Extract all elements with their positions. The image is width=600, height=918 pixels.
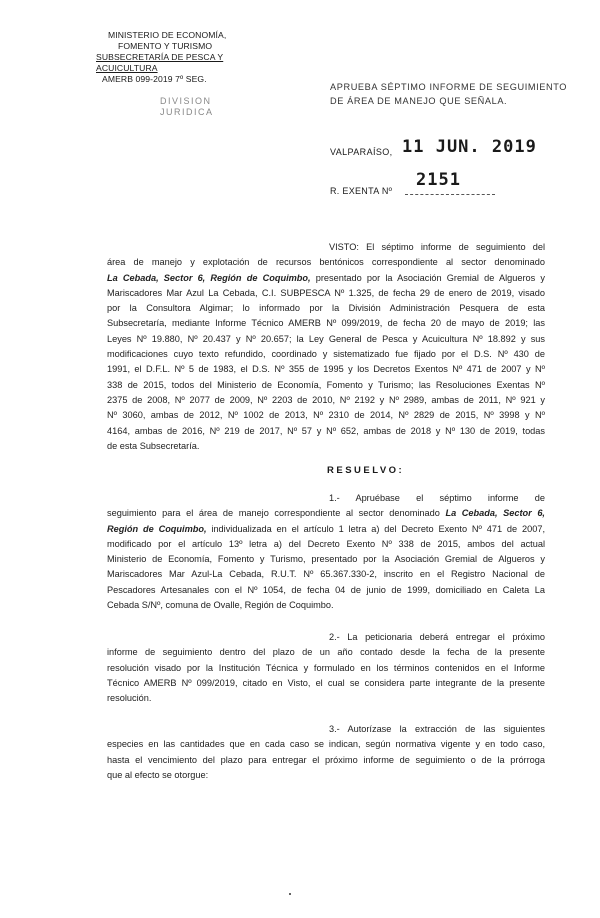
- visto-line: Subsecretaría, mediante Informe Técnico AMERB Nº 099/2019, de fecha 20 de mayo de 2019; las: [107, 318, 545, 329]
- subject-line1: APRUEBA SÉPTIMO INFORME DE SEGUIMIENTO: [330, 82, 568, 92]
- article-3: [107, 722, 545, 783]
- article-1-region-name: Región de Coquimbo,: [107, 523, 207, 534]
- article-1-line: modificado por el artículo 13º letra a) del Decreto Exento Nº 338 de 2015, ambos del actual: [107, 538, 545, 549]
- place-label: VALPARAÍSO,: [330, 147, 393, 157]
- visto-line: de esta Subsecretaría.: [107, 440, 200, 451]
- article-2: [107, 630, 545, 706]
- article-3-line: 3.- Autorízase la extracción de las siguientes: [329, 724, 545, 734]
- article-3-line: hasta el vencimiento del plazo para entregar el próximo informe de seguimiento o de la prórroga: [107, 754, 545, 765]
- visto-line: por la Consultora Algimar; lo informado por la División Administración Pesquera de esta: [107, 303, 545, 314]
- article-1-line: Pescadores Artesanales con el Nº 1054, de fecha 04 de junio de 1999, domiciliado en Caleta La: [107, 584, 545, 595]
- visto-line: Mariscadores Mar Azul La Cebada, C.I. SUBPESCA Nº 1.325, de fecha 29 de enero de 2019, visado: [107, 287, 545, 298]
- resuelvo-heading: RESUELVO:: [327, 465, 405, 476]
- article-2-line: 2.- La peticionaria deberá entregar el próximo: [329, 632, 545, 642]
- subject-line2: DE ÁREA DE MANEJO QUE SEÑALA.: [330, 96, 508, 106]
- ministry-name-line2: FOMENTO Y TURISMO: [118, 41, 213, 51]
- resolution-subject: [330, 80, 570, 108]
- resolution-number-line: [405, 194, 495, 195]
- visto-line: modificaciones cuyo texto refundido, coordinado y sistematizado fue fijado por el D.S. Nº 430 de: [107, 349, 545, 360]
- article-1-line: 1.- Apruébase el séptimo informe de: [329, 493, 545, 503]
- article-2-line: resolución visado por la Institución Técnica y formulado en los términos contenidos en el Informe: [107, 662, 545, 673]
- article-1-line-text: individualizada en el artículo 1 letra a) del Decreto Exento Nº 471 de 2007,: [211, 523, 545, 534]
- article-1-line: [107, 506, 545, 521]
- ministry-name-line1: MINISTERIO DE ECONOMÍA,: [108, 30, 227, 40]
- article-1-line: Mariscadores Mar Azul-La Cebada, R.U.T. Nº 65.367.330-2, inscrito en el Registro Nacional de: [107, 569, 545, 580]
- article-1-line: [107, 522, 545, 537]
- article-1-sector-name: La Cebada, Sector 6,: [445, 508, 545, 519]
- article-1-line-text: seguimiento para el área de manejo correspondiente al sector denominado: [107, 508, 440, 519]
- article-1-line: Cebada S/Nº, comuna de Ovalle, Región de Coquimbo.: [107, 600, 334, 611]
- division-stamp: [160, 96, 232, 122]
- article-3-line: especies en las cantidades que en cada caso se indican, según normativa vigente y en todo caso,: [107, 739, 545, 750]
- stamp-line2: JURIDICA: [160, 107, 214, 117]
- amerb-reference: AMERB 099-2019 7º SEG.: [102, 74, 207, 84]
- visto-line: 2375 de 2008, Nº 2077 de 2009, Nº 2203 de 2010, Nº 2192 y Nº 2989, ambas de 2011, Nº 921 y: [107, 394, 545, 405]
- resolution-number: 2151: [416, 170, 461, 190]
- resolution-exenta-label: R. EXENTA Nº: [330, 186, 393, 196]
- resolution-date: 11 JUN. 2019: [402, 137, 537, 157]
- visto-paragraph: [107, 240, 545, 454]
- article-1: [107, 491, 545, 613]
- visto-line: área de manejo y explotación de recursos bentónicos correspondiente al sector denominado: [107, 257, 545, 268]
- visto-line: 338 de 2015, todos del Ministerio de Economía, Fomento y Turismo; las Resoluciones Exentas Nº: [107, 379, 545, 390]
- article-2-line: resolución.: [107, 693, 152, 704]
- ministry-header: [96, 30, 266, 85]
- article-1-line: Ministerio de Economía, Fomento y Turismo, presentado por la Asociación Gremial de Algueros y: [107, 554, 545, 565]
- stamp-line1: DIVISION: [160, 96, 212, 106]
- visto-line: [107, 271, 545, 286]
- page-mark: [289, 893, 291, 895]
- visto-line: Leyes Nº 19.880, Nº 20.437 y Nº 20.657; la Ley General de Pesca y Acuicultura Nº 18.892 y sus: [107, 333, 545, 344]
- visto-sector-name: La Cebada, Sector 6, Región de Coquimbo,: [107, 272, 311, 283]
- article-2-line: Técnico AMERB Nº 099/2019, citado en Visto, el cual se considera parte integrante de la presente: [107, 677, 545, 688]
- visto-line-rest: presentado por la Asociación Gremial de Algueros y: [315, 272, 545, 283]
- subsecretaria-name: SUBSECRETARÍA DE PESCA Y ACUICULTURA: [96, 52, 224, 73]
- visto-line: 1991, el D.F.L. Nº 5 de 1983, el D.S. Nº 355 de 1995 y los Decretos Exentos Nº 471 de 2007 y Nº: [107, 364, 545, 375]
- visto-line: Nº 3060, ambas de 2012, Nº 1002 de 2013, Nº 2310 de 2014, Nº 2829 de 2015, Nº 3998 y Nº: [107, 410, 545, 421]
- visto-line: VISTO: El séptimo informe de seguimiento del: [329, 242, 545, 252]
- visto-line: 4164, ambas de 2016, Nº 219 de 2017, Nº 57 y Nº 652, ambas de 2018 y Nº 130 de 2019, todas: [107, 425, 545, 436]
- article-2-line: informe de seguimiento dentro del plazo de un año contado desde la fecha de la presente: [107, 647, 545, 658]
- article-3-line: que al efecto se otorgue:: [107, 769, 209, 780]
